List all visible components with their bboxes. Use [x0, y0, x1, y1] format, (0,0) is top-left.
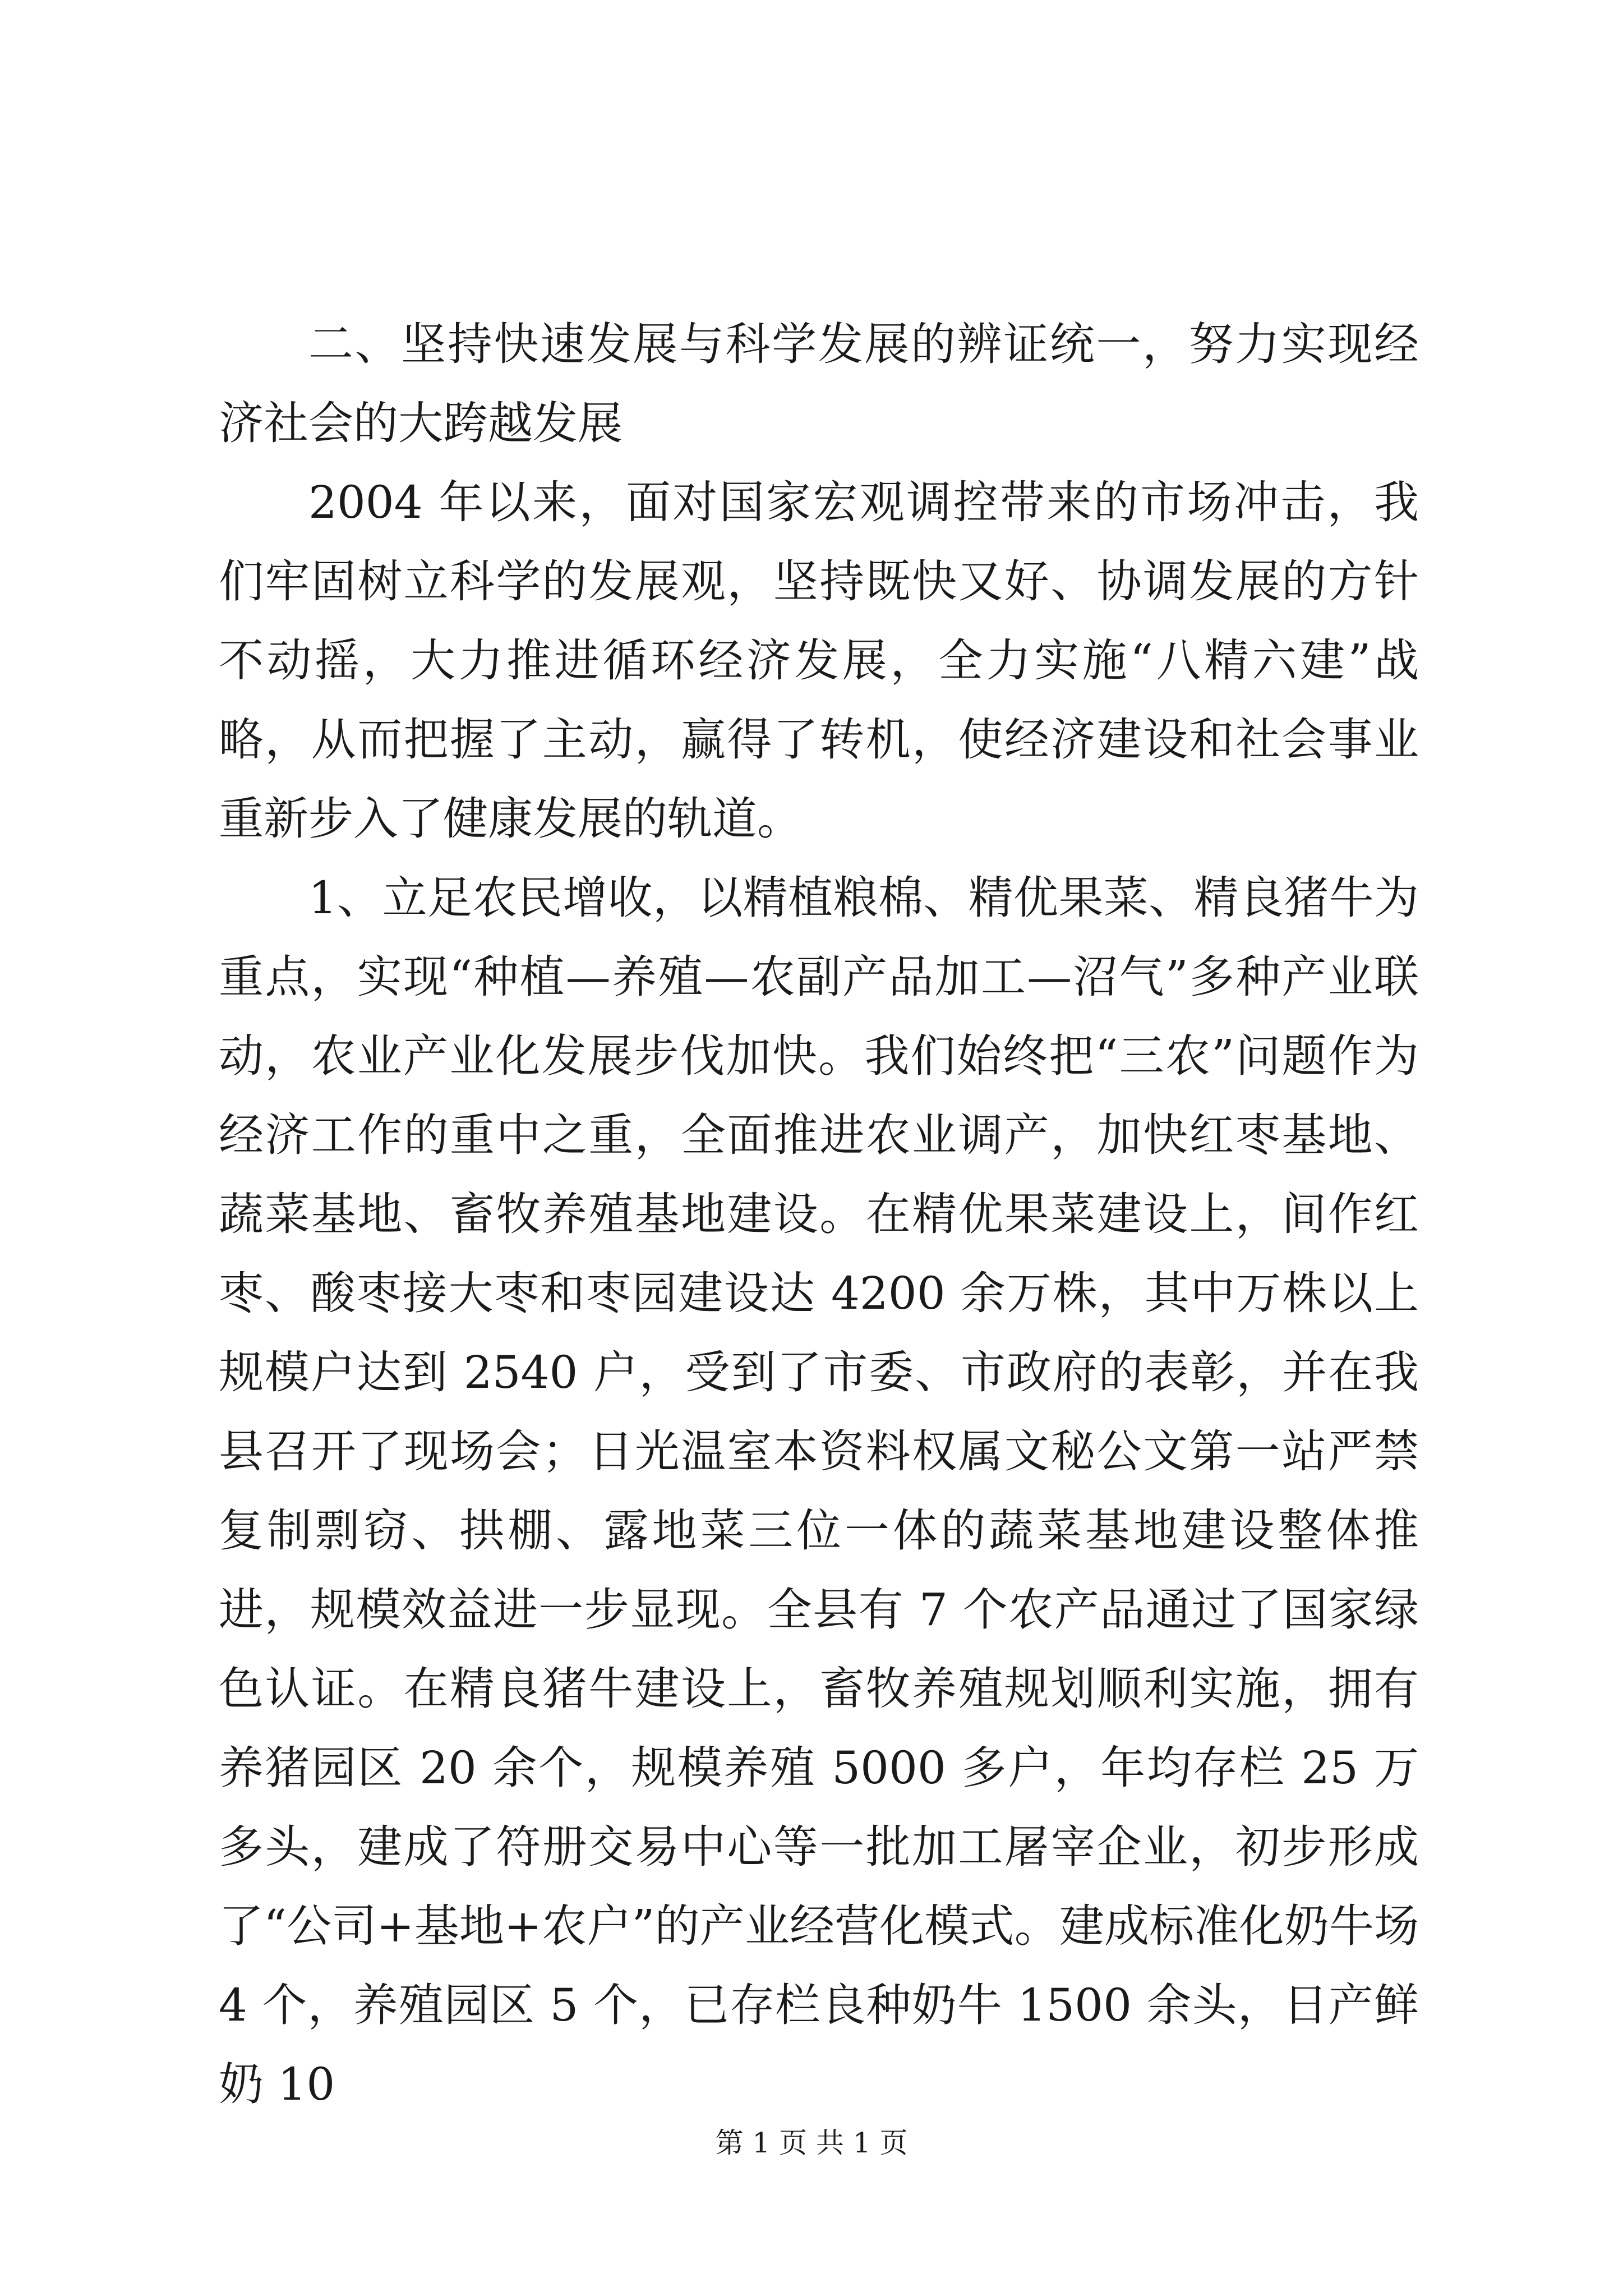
- paragraph-intro: 2004 年以来，面对国家宏观调控带来的市场冲击，我们牢固树立科学的发展观，坚持既快又好、协调发展的方针不动摇，大力推进循环经济发展，全力实施“八精六建”战略，从而把握了主动，赢得了转机，使经济建设和社会事业重新步入了健康发展的轨道。: [219, 476, 1419, 845]
- page-footer: 第 1 页 共 1 页: [715, 2127, 908, 2159]
- document-body: [219, 305, 1419, 2124]
- paragraph-agriculture: 1、立足农民增收，以精植粮棉、精优果菜、精良猪牛为重点，实现“种植—养殖—农副产品加工—沼气”多种产业联动，农业产业化发展步伐加快。我们始终把“三农”问题作为经济工作的重中之重，全面推进农业调产，加快红枣基地、蔬菜基地、畜牧养殖基地建设。在精优果菜建设上，间作红枣、酸枣接大枣和枣园建设达 4200 余万株，其中万株以上规模户达到 2540 户，受到了市委、市政府的表彰，并在我县召开了现场会；日光温室本资料权属文秘公文第一站严禁复制剽窃、拱棚、露地菜三位一体的蔬菜基地建设整体推进，规模效益进一步显现。全县有 7 个农产品通过了国家绿色认证。在精良猪牛建设上，畜牧养殖规划顺利实施，拥有养猪园区 20 余个，规模养殖 5000 多户，年均存栏 25 万多头，建成了符册交易中心等一批加工屠宰企业，初步形成了“公司+基地+农户”的产业经营化模式。建成标准化奶牛场 4 个，养殖园区 5 个，已存栏良种奶牛 1500 余头，日产鲜奶 10: [219, 872, 1419, 2110]
- section-heading: 二、坚持快速发展与科学发展的辨证统一，努力实现经济社会的大跨越发展: [219, 318, 1419, 449]
